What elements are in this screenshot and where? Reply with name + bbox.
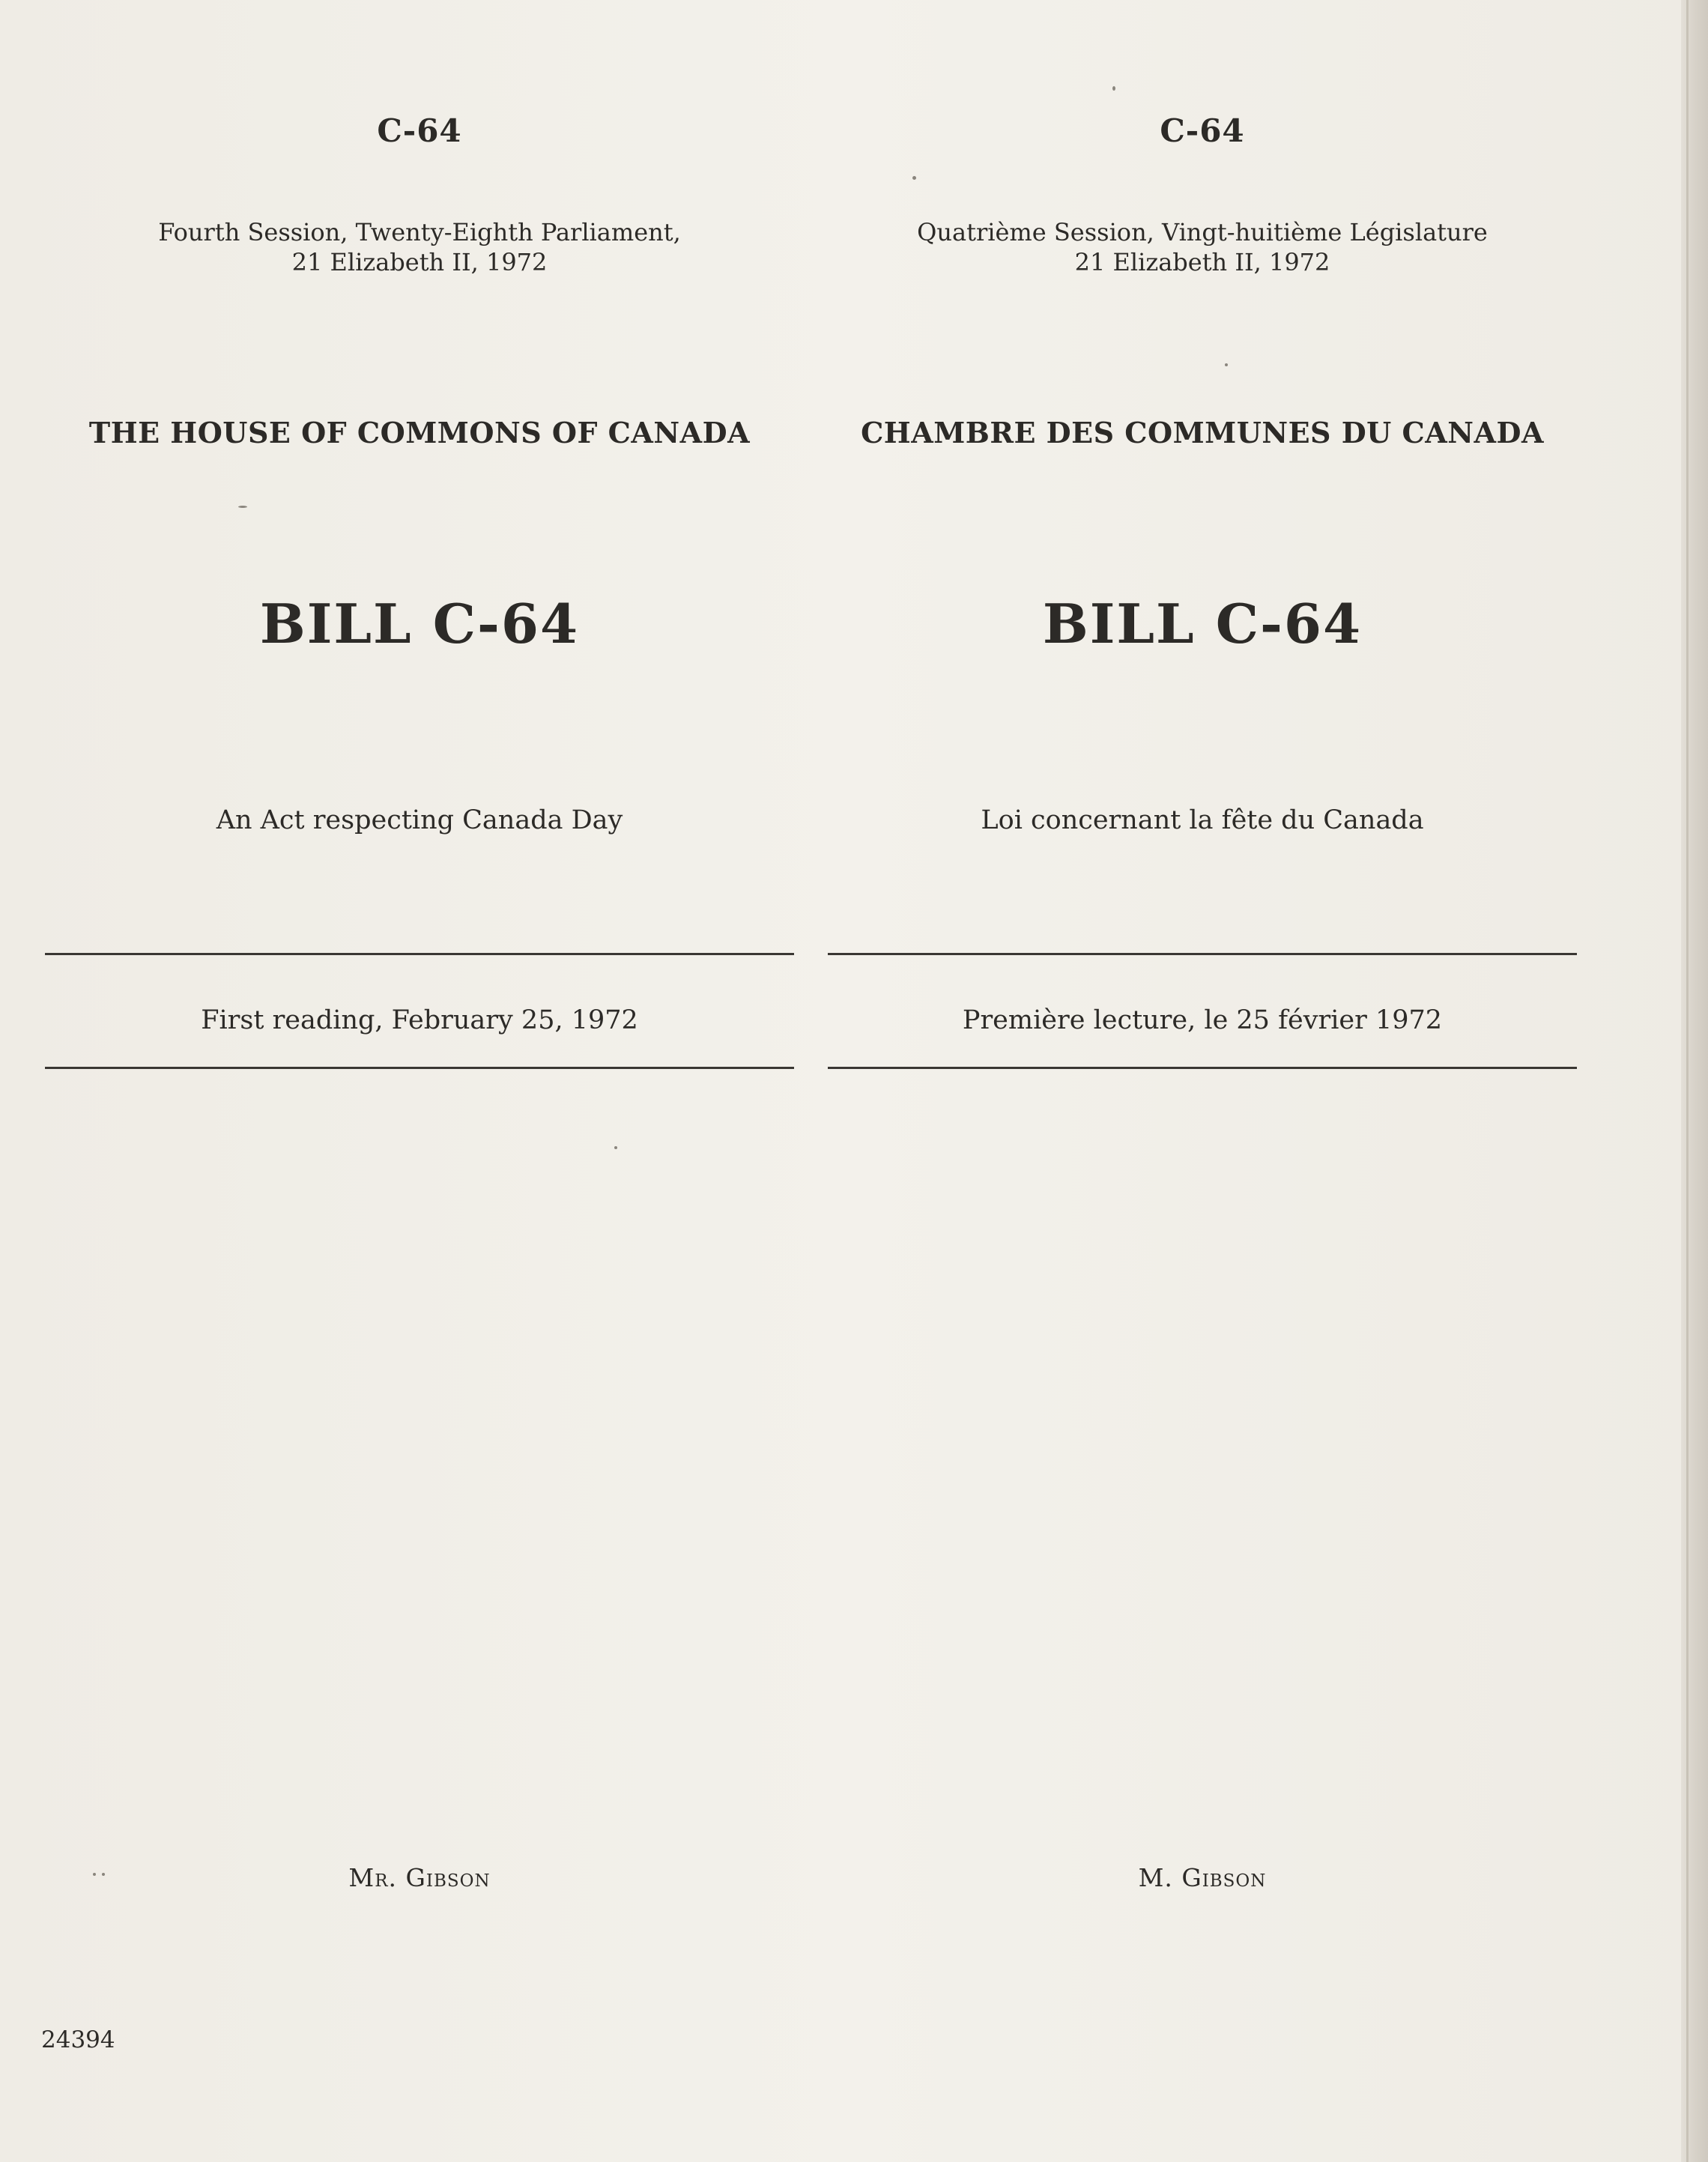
act-title: Loi concernant la fête du Canada [981, 805, 1424, 835]
print-speck [1225, 363, 1228, 366]
session-info [45, 217, 794, 277]
bill-title: BILL C-64 [259, 592, 580, 655]
session-line: Quatrième Session, Vingt-huitième Législature [917, 218, 1488, 246]
divider-rule [45, 1067, 794, 1069]
print-speck [93, 1873, 96, 1876]
house-name: THE HOUSE OF COMMONS OF CANADA [88, 416, 751, 449]
document-number: 24394 [41, 2026, 115, 2053]
print-speck [912, 176, 916, 180]
first-reading-date: First reading, February 25, 1972 [201, 1005, 638, 1035]
session-year: 21 Elizabeth II, 1972 [1074, 248, 1330, 276]
print-speck [102, 1873, 105, 1876]
print-speck [614, 1146, 617, 1149]
print-speck [1112, 86, 1115, 91]
bill-number: C-64 [377, 112, 462, 149]
first-reading-date: Première lecture, le 25 février 1972 [962, 1005, 1443, 1035]
session-info [828, 217, 1577, 277]
sponsor-name: M. Gibson [1138, 1863, 1267, 1892]
bill-title: BILL C-64 [1042, 592, 1363, 655]
page-binding-line [1686, 0, 1689, 2162]
house-name: CHAMBRE DES COMMUNES DU CANADA [861, 416, 1544, 449]
divider-rule [828, 953, 1577, 955]
print-speck [238, 506, 247, 508]
divider-rule [45, 953, 794, 955]
session-line: Fourth Session, Twenty-Eighth Parliament, [158, 218, 681, 246]
page-binding-edge [1681, 0, 1708, 2162]
sponsor-name: Mr. Gibson [348, 1863, 491, 1892]
bill-number: C-64 [1160, 112, 1245, 149]
session-year: 21 Elizabeth II, 1972 [291, 248, 548, 276]
divider-rule [828, 1067, 1577, 1069]
act-title: An Act respecting Canada Day [216, 805, 623, 835]
